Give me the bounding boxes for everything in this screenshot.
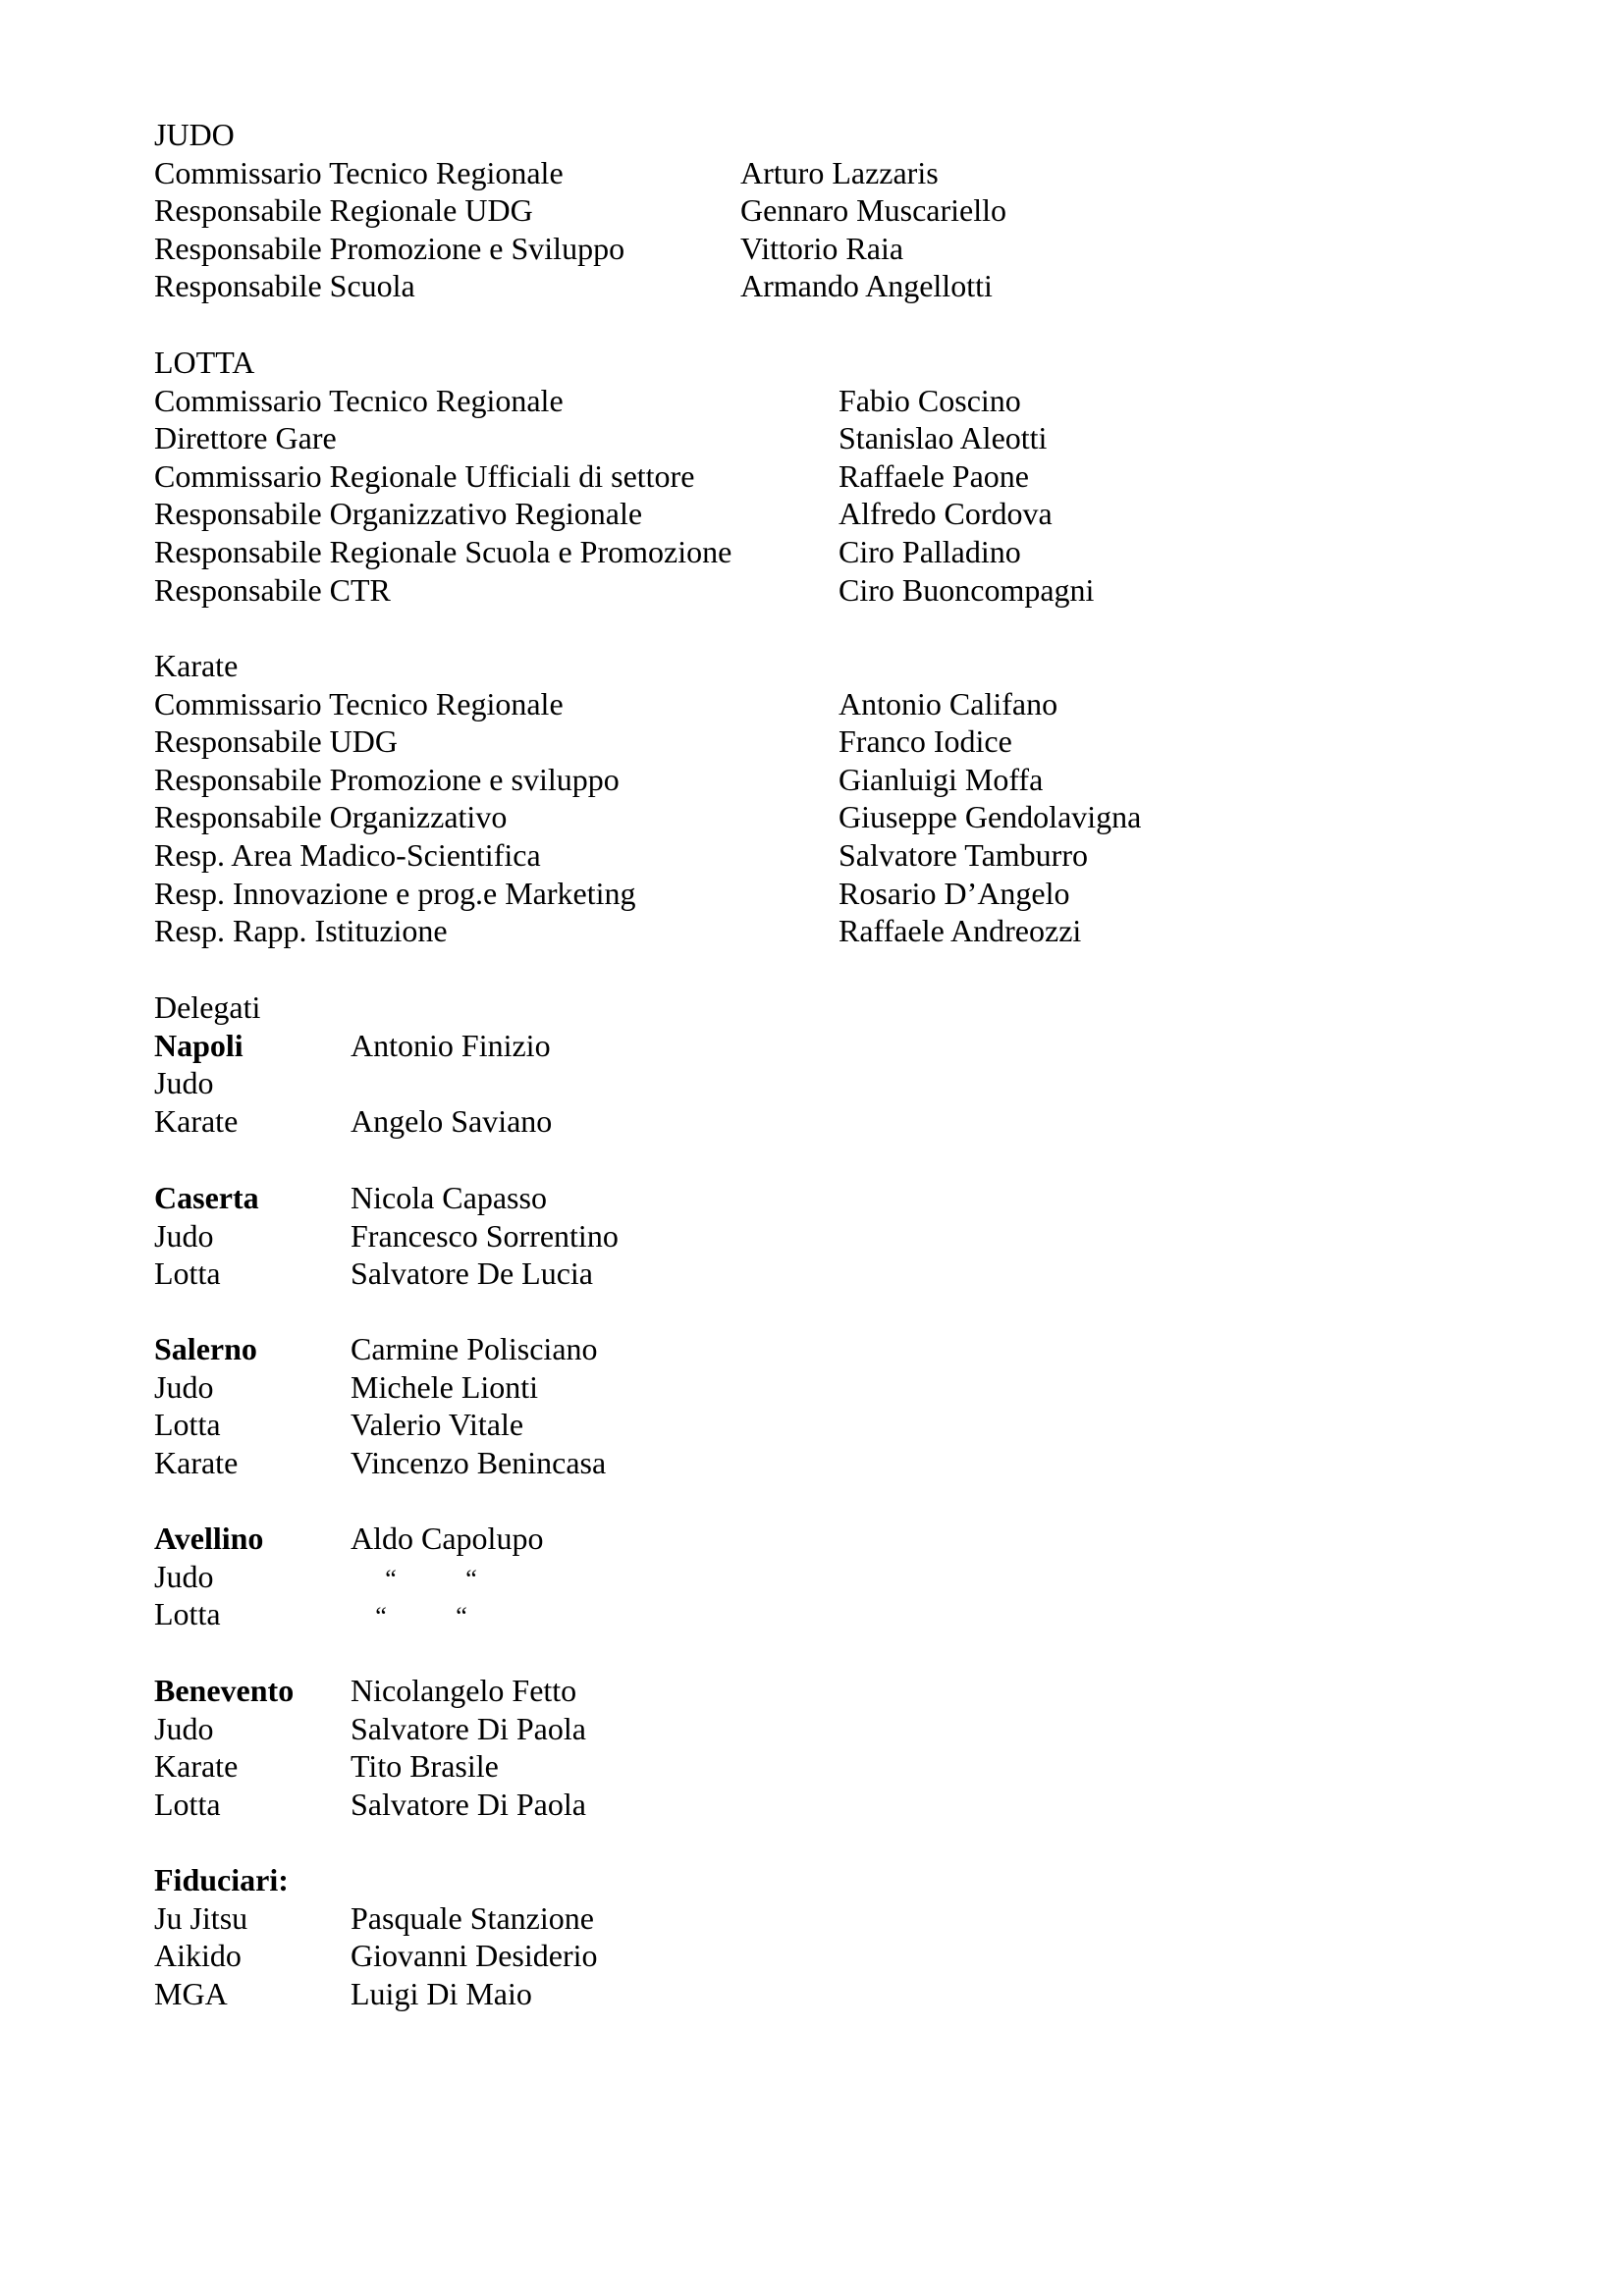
ditto-mark: “ [375,1602,387,1631]
discipline-label: Ju Jitsu [154,1899,248,1936]
person-name: Pasquale Stanzione [351,1899,594,1936]
role-label: Commissario Tecnico Regionale [154,382,564,418]
ditto-mark: “ [465,1564,477,1593]
person-name: Tito Brasile [351,1748,499,1785]
ditto-mark: “ [385,1564,397,1593]
discipline-label: Karate [154,1102,239,1139]
person-name: Nicola Capasso [351,1180,547,1215]
karate-row [154,912,1082,950]
judo-row [154,154,939,192]
person-name: Vittorio Raia [740,230,904,266]
discipline-label: Judo [154,1217,214,1254]
person-name: Aldo Capolupo [351,1521,544,1556]
person-name: Alfredo Cordova [839,496,1053,532]
province-label: Benevento [154,1673,295,1708]
ditto-mark: “ [456,1602,467,1631]
role-label: Commissario Tecnico Regionale [154,685,564,721]
person-name: Rosario D’Angelo [839,875,1070,911]
discipline-label: Judo [154,1368,214,1405]
person-name: Salvatore De Lucia [351,1255,593,1292]
person-name: Fabio Coscino [839,382,1021,418]
role-label: Resp. Area Madico-Scientifica [154,836,541,873]
discipline-label: Judo [154,1710,214,1746]
fiduciari-section [154,1861,598,2012]
person-name: Giovanni Desiderio [351,1938,598,1974]
person-name: Salvatore Di Paola [351,1786,586,1822]
discipline-label: Judo [154,1065,214,1101]
discipline-label: Karate [154,1444,239,1480]
lotta-row [154,457,1029,496]
discipline-label: Lotta [154,1407,221,1443]
person-name: Francesco Sorrentino [351,1217,619,1254]
judo-section [154,116,1007,305]
province-label: Caserta [154,1180,259,1215]
role-label: Commissario Tecnico Regionale [154,154,564,190]
person-name: Angelo Saviano [351,1102,553,1139]
discipline-row [154,1102,553,1141]
person-name: Ciro Buoncompagni [839,571,1095,608]
judo-heading: JUDO [154,117,235,152]
role-label: Responsabile Regionale UDG [154,192,533,229]
karate-row [154,761,1044,799]
person-name: Luigi Di Maio [351,1975,532,2011]
person-name: Michele Lionti [351,1368,539,1405]
person-name: Giuseppe Gendolavigna [839,799,1142,835]
person-name: Stanislao Aleotti [839,420,1048,456]
lotta-row [154,419,1048,457]
role-label: Resp. Innovazione e prog.e Marketing [154,875,636,911]
role-label: Commissario Regionale Ufficiali di settore [154,457,695,494]
role-label: Responsabile CTR [154,571,391,608]
fiduciari-row [154,1975,532,2013]
role-label: Responsabile UDG [154,723,398,760]
discipline-label: Lotta [154,1596,221,1632]
person-name: Antonio Califano [839,685,1058,721]
province-label: Salerno [154,1331,257,1366]
karate-row [154,685,1058,723]
karate-heading: Karate [154,648,239,683]
person-name: Antonio Finizio [351,1027,551,1063]
fiduciari-heading: Fiduciari: [154,1862,289,1897]
discipline-label: Judo [154,1558,214,1594]
role-label: Responsabile Organizzativo [154,799,508,835]
lotta-row [154,495,1053,533]
province-row [154,1027,551,1065]
person-name: Vincenzo Benincasa [351,1444,607,1480]
lotta-row [154,533,1021,571]
person-name: Franco Iodice [839,723,1012,760]
person-name: Armando Angellotti [740,268,993,304]
person-name: Carmine Polisciano [351,1331,598,1366]
person-name: Gennaro Muscariello [740,192,1007,229]
discipline-label: Aikido [154,1938,242,1974]
discipline-label: Lotta [154,1786,221,1822]
judo-row [154,267,993,305]
person-name: Arturo Lazzaris [740,154,939,190]
person-name: Valerio Vitale [351,1407,524,1443]
ditto-marks [370,1558,531,1599]
discipline-row [154,1064,260,1102]
role-label: Direttore Gare [154,420,337,456]
judo-row [154,191,1007,230]
judo-row [154,230,904,268]
province-label: Avellino [154,1521,264,1556]
karate-row [154,722,1012,761]
lotta-row [154,382,1021,420]
person-name: Nicolangelo Fetto [351,1673,577,1708]
delegati-heading: Delegati [154,989,261,1025]
fiduciari-row [154,1899,594,1938]
person-name: Gianluigi Moffa [839,761,1044,797]
role-label: Responsabile Organizzativo Regionale [154,496,643,532]
province-label: Napoli [154,1027,244,1063]
role-label: Responsabile Regionale Scuola e Promozione [154,533,732,569]
person-name: Salvatore Di Paola [351,1710,586,1746]
role-label: Responsabile Scuola [154,268,415,304]
role-label: Resp. Rapp. Istituzione [154,913,448,949]
person-name: Raffaele Paone [839,457,1029,494]
lotta-row [154,571,1095,610]
karate-row [154,836,1088,875]
discipline-label: MGA [154,1975,228,2011]
lotta-heading: LOTTA [154,345,255,380]
ditto-marks [360,1595,521,1636]
person-name: Raffaele Andreozzi [839,913,1082,949]
discipline-label: Karate [154,1748,239,1785]
lotta-section [154,344,1095,609]
karate-section [154,647,1142,950]
karate-row [154,798,1142,836]
delegati-napoli-section [154,988,553,1140]
person-name: Salvatore Tamburro [839,836,1088,873]
karate-row [154,875,1070,913]
person-name: Ciro Palladino [839,533,1021,569]
fiduciari-row [154,1937,598,1975]
role-label: Responsabile Promozione e Sviluppo [154,230,625,266]
discipline-label: Lotta [154,1255,221,1292]
role-label: Responsabile Promozione e sviluppo [154,761,620,797]
